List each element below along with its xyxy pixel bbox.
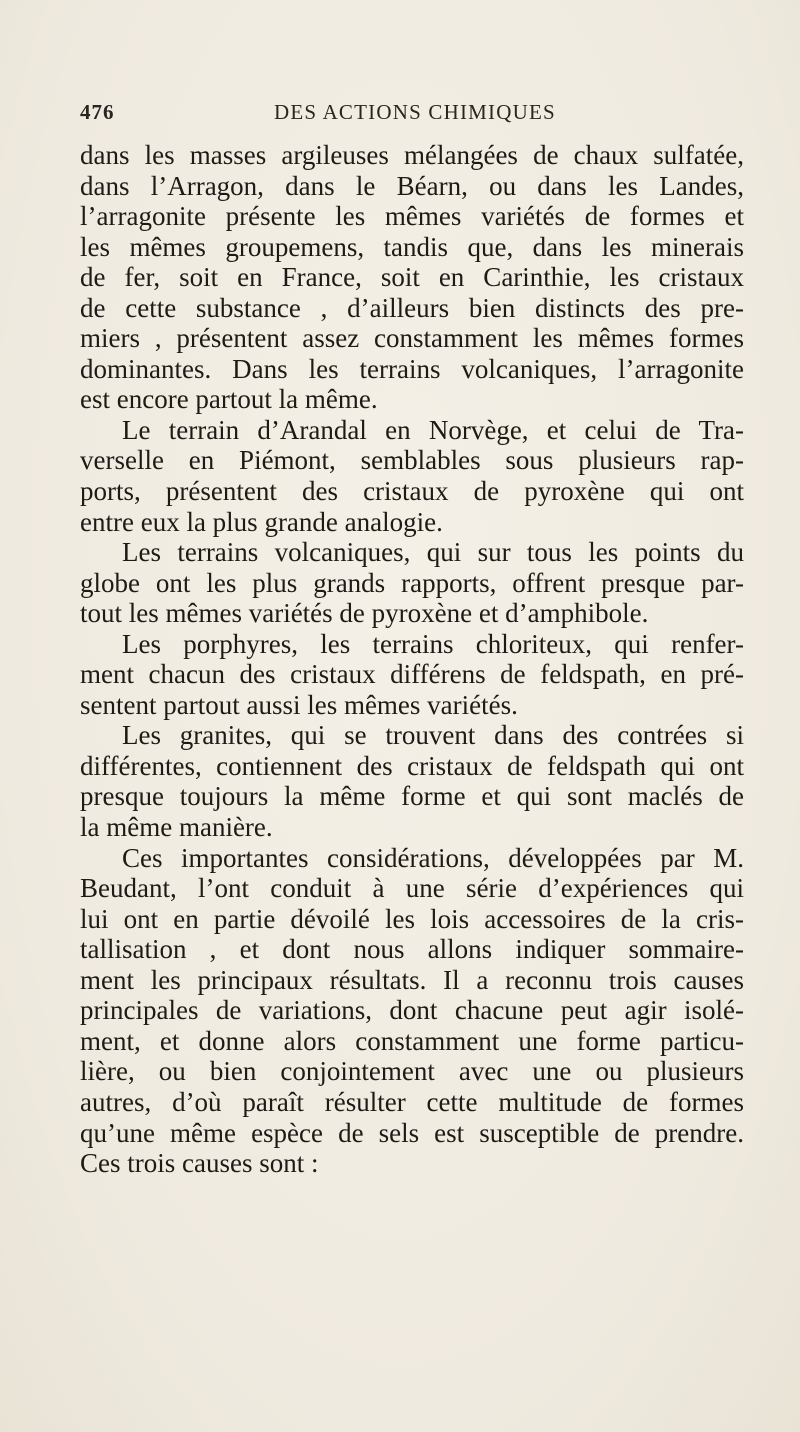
text-line: tallisation , et dont nous allons indiquer sommaire- [80,934,744,965]
text-line: dans l’Arragon, dans le Béarn, ou dans les Landes, [80,170,744,201]
text-line: Ces importantes considérations, développées par M. [122,842,744,873]
text-line: principales de variations, dont chacune peut agir isolé- [80,995,744,1026]
text-line: ment, et donne alors constamment une forme particu- [80,1025,744,1056]
text-line: dans les masses argileuses mélangées de chaux sulfatée, [80,140,744,170]
text-line: miers , présentent assez constamment les mêmes formes [80,323,744,354]
text-line: l’arragonite présente les mêmes variétés de formes et [80,201,744,232]
text-line: Les porphyres, les terrains chloriteux, qui renfer- [122,628,744,659]
text-line: de cette substance , d’ailleurs bien distincts des pre- [80,292,744,323]
text-line: tout les mêmes variétés de pyroxène et d’amphibole. [80,598,649,629]
text-line: dominantes. Dans les terrains volcaniques, l’arragonite [80,353,744,384]
text-line: Ces trois causes sont : [80,1148,319,1179]
text-line: Les granites, qui se trouvent dans des contrées si [122,720,744,751]
text-line: les mêmes groupemens, tandis que, dans les minerais [80,231,744,262]
text-line: qu’une même espèce de sels est susceptible de prendre. [80,1117,744,1148]
page-header [78,92,738,128]
text-line: autres, d’où paraît résulter cette multitude de formes [80,1086,744,1117]
text-line: Beudant, l’ont conduit à une série d’expériences qui [80,873,744,904]
text-line: entre eux la plus grande analogie. [80,506,443,537]
text-line: différentes, contiennent des cristaux de feldspath qui ont [80,750,744,781]
text-line: Les terrains volcaniques, qui sur tous les points du [122,537,744,568]
text-line: ment les principaux résultats. Il a reconnu trois causes [80,964,744,995]
running-head: DES ACTIONS CHIMIQUES [274,100,556,124]
page-number: 476 [80,100,115,124]
text-line: sentent partout aussi les mêmes variétés. [80,689,518,720]
body-text [80,140,744,1179]
text-line: lière, ou bien conjointement avec une ou plusieurs [80,1056,744,1087]
text-line: de fer, soit en France, soit en Carinthie, les cristaux [80,262,744,293]
text-line: Le terrain d’Arandal en Norvège, et celui de Tra- [122,414,744,445]
text-line: verselle en Piémont, semblables sous plusieurs rap- [80,445,744,476]
text-line: lui ont en partie dévoilé les lois accessoires de la cris- [80,903,744,934]
text-line: la même manière. [80,812,273,843]
text-line: globe ont les plus grands rapports, offrent presque par- [80,567,744,598]
text-line: ports, présentent des cristaux de pyroxène qui ont [80,476,744,507]
text-line: est encore partout la même. [80,384,378,415]
text-line: presque toujours la même forme et qui sont maclés de [80,781,744,812]
text-line: ment chacun des cristaux différens de feldspath, en pré- [80,659,744,690]
